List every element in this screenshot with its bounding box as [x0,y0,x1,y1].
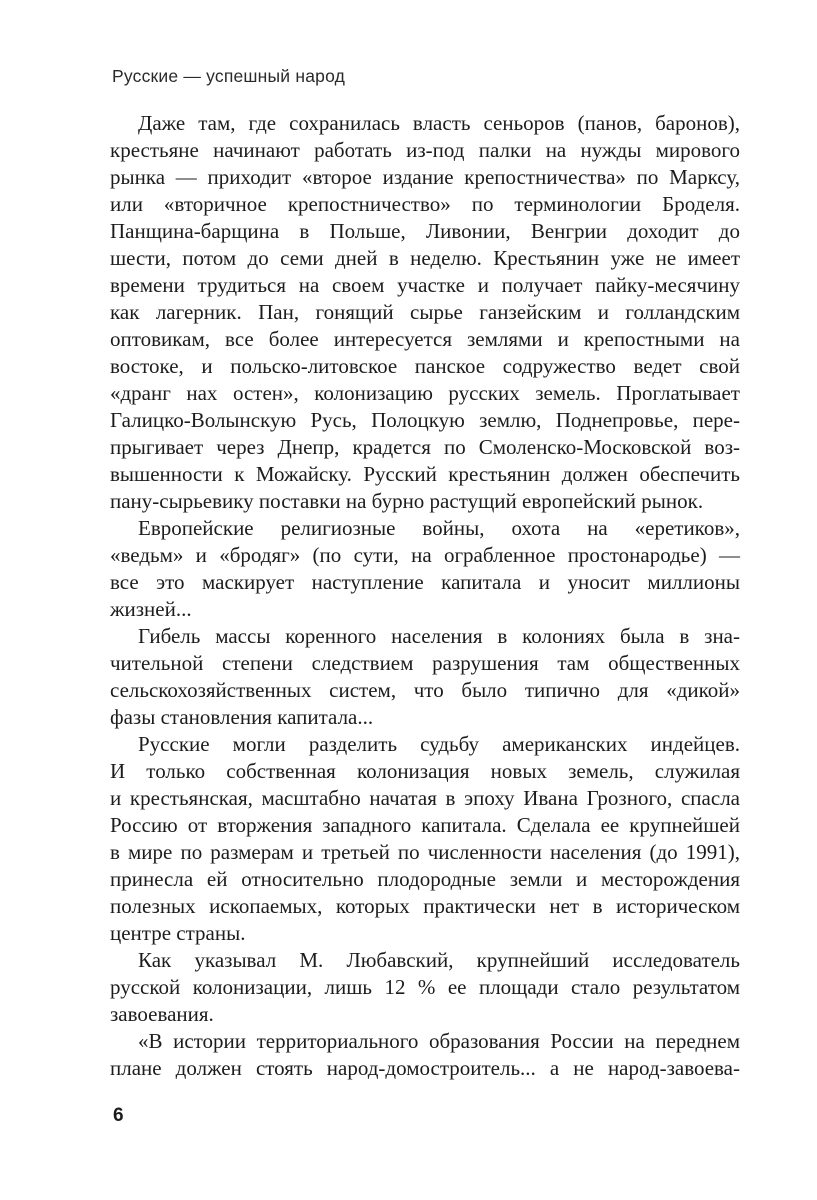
text-line: Галицко-Волынскую Русь, Полоцкую землю, Поднепровье, пере- [110,408,740,432]
text-line: в мире по размерам и третьей по численности населения (до 1991), [110,840,740,864]
text-line: востоке, и польско-литовское панское содружество ведет свой [110,354,740,378]
text-line: сельскохозяйственных систем, что было типично для «дикой» [110,678,740,702]
text-line: прыгивает через Днепр, крадется по Смоленско-Московской воз- [110,435,740,459]
paragraph [110,731,740,947]
text-line: принесла ей относительно плодородные земли и месторождения [110,867,740,891]
paragraph [110,623,740,731]
text-line: Как указывал М. Любавский, крупнейший исследователь [138,948,740,972]
text-line: «дранг нах остен», колонизацию русских земель. Проглатывает [110,381,740,405]
text-line: или «вторичное крепостничество» по терминологии Броделя. [110,192,740,216]
text-line: рынка — приходит «второе издание крепостничества» по Марксу, [110,165,740,189]
paragraph [110,515,740,623]
text-line: Даже там, где сохранилась власть сеньоров (панов, баронов), [138,111,740,135]
text-line: Панщина-барщина в Польше, Ливонии, Венгрии доходит до [110,219,740,243]
text-line: русской колонизации, лишь 12 % ее площади стало результатом [110,975,740,999]
text-line: все это маскирует наступление капитала и уносит миллионы [110,570,740,594]
text-line: жизней... [110,597,192,621]
text-line: фазы становления капитала... [110,705,374,729]
paragraph [110,947,740,1028]
text-line: вышенности к Можайску. Русский крестьянин должен обеспечить [110,462,740,486]
text-line: плане должен стоять народ-домостроитель... а не народ-завоева- [110,1056,740,1080]
text-line: «В истории территориального образования России на переднем [138,1029,740,1053]
text-line: крестьяне начинают работать из-под палки на нужды мирового [110,138,740,162]
text-line: времени трудиться на своем участке и получает пайку-месячину [110,273,740,297]
text-line: шести, потом до семи дней в неделю. Крестьянин уже не имеет [110,246,740,270]
text-line: Русские могли разделить судьбу американских индейцев. [138,732,740,756]
running-header: Русские — успешный народ [112,66,346,86]
text-line: завоевания. [110,1002,214,1026]
text-line: пану-сырьевику поставки на бурно растущий европейский рынок. [110,489,704,513]
text-line: Европейские религиозные войны, охота на «еретиков», [138,516,740,540]
page-number: 6 [113,1105,124,1126]
text-line: как лагерник. Пан, гонящий сырье ганзейским и голландским [110,300,740,324]
text-line: полезных ископаемых, которых практически нет в историческом [110,894,740,918]
text-line: И только собственная колонизация новых земель, служилая [110,759,740,783]
text-line: Россию от вторжения западного капитала. Сделала ее крупнейшей [110,813,740,837]
text-line: «ведьм» и «бродяг» (по сути, на ограбленное простонародье) — [110,543,740,567]
text-line: Гибель массы коренного населения в колониях была в зна- [138,624,740,648]
text-line: чительной степени следствием разрушения там общественных [110,651,740,675]
text-line: и крестьянская, масштабно начатая в эпоху Ивана Грозного, спасла [110,786,740,810]
text-line: оптовикам, все более интересуется землями и крепостными на [110,327,740,351]
paragraph [110,1028,740,1082]
paragraph [110,110,740,515]
text-line: центре страны. [110,921,246,945]
body-text [110,110,740,1082]
